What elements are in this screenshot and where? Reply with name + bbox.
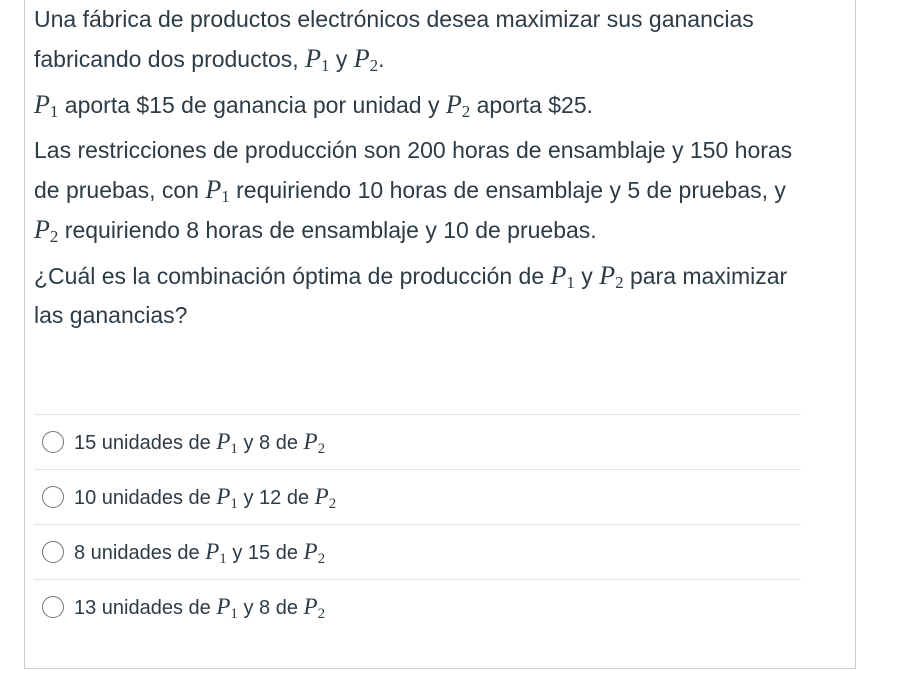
answer-option[interactable]	[34, 469, 801, 524]
answer-label: 10 unidades de $P_1$ y 12 de $P_2$	[74, 483, 337, 512]
question-text-segment: requiriendo 8 horas de ensamblaje y 10 de pruebas.	[64, 217, 597, 243]
question-text-segment: Una fábrica de productos electrónicos desea maximizar sus ganancias fabricando dos productos,	[34, 6, 754, 72]
math-p1: $P_1$	[216, 593, 238, 622]
math-p2: $P_2$	[599, 261, 624, 292]
question-text-segment: ¿Cuál es la combinación óptima de producción de	[34, 263, 545, 289]
question-text-segment: y	[335, 46, 348, 72]
question-text-segment: aporta $25.	[476, 92, 594, 118]
math-p1: $P_1$	[216, 483, 238, 512]
answer-label: 15 unidades de $P_1$ y 8 de $P_2$	[74, 428, 326, 457]
math-p2: $P_2$	[303, 428, 326, 457]
math-p1: $P_1$	[216, 428, 238, 457]
radio-button[interactable]	[42, 486, 64, 508]
answer-label: 8 unidades de $P_1$ y 15 de $P_2$	[74, 538, 326, 567]
math-p2: $P_2$	[445, 90, 471, 121]
answer-option[interactable]	[34, 414, 801, 469]
math-p1: $P_1$	[550, 261, 575, 292]
question-text-segment: Las restricciones de producción son 200 horas de ensamblaje y 150 horas de pruebas, con	[34, 137, 793, 203]
answer-label: 13 unidades de $P_1$ y 8 de $P_2$	[74, 593, 326, 622]
question-text-segment: para maximizar las ganancias?	[34, 263, 788, 328]
math-p1: $P_1$	[305, 44, 330, 75]
question-paragraph-4	[34, 256, 814, 335]
math-p2: $P_2$	[303, 538, 326, 567]
question-paragraph-3	[34, 131, 814, 250]
radio-button[interactable]	[42, 541, 64, 563]
question-text-segment: requiriendo 10 horas de ensamblaje y 5 de pruebas, y	[236, 177, 786, 203]
math-p1: $P_1$	[34, 90, 59, 121]
question-text-segment: aporta $15 de ganancia por unidad y	[64, 92, 440, 118]
math-p2: $P_2$	[314, 483, 337, 512]
math-p2: $P_2$	[303, 593, 326, 622]
answer-option[interactable]	[34, 579, 801, 634]
question-paragraph-1: Una fábrica de productos electrónicos desea maximizar sus ganancias fabricando dos productos, $P_1$ y $P_2$.	[34, 6, 754, 75]
math-p1: $P_1$	[205, 175, 230, 206]
radio-button[interactable]	[42, 596, 64, 618]
math-p1: $P_1$	[205, 538, 227, 567]
radio-button[interactable]	[42, 431, 64, 453]
answer-list	[34, 414, 801, 634]
answer-option[interactable]	[34, 524, 801, 579]
question-text	[34, 0, 814, 341]
math-p2: $P_2$	[34, 215, 59, 246]
question-text-segment: y	[581, 263, 593, 289]
math-p2: $P_2$	[353, 44, 379, 75]
question-paragraph-2	[34, 85, 814, 125]
